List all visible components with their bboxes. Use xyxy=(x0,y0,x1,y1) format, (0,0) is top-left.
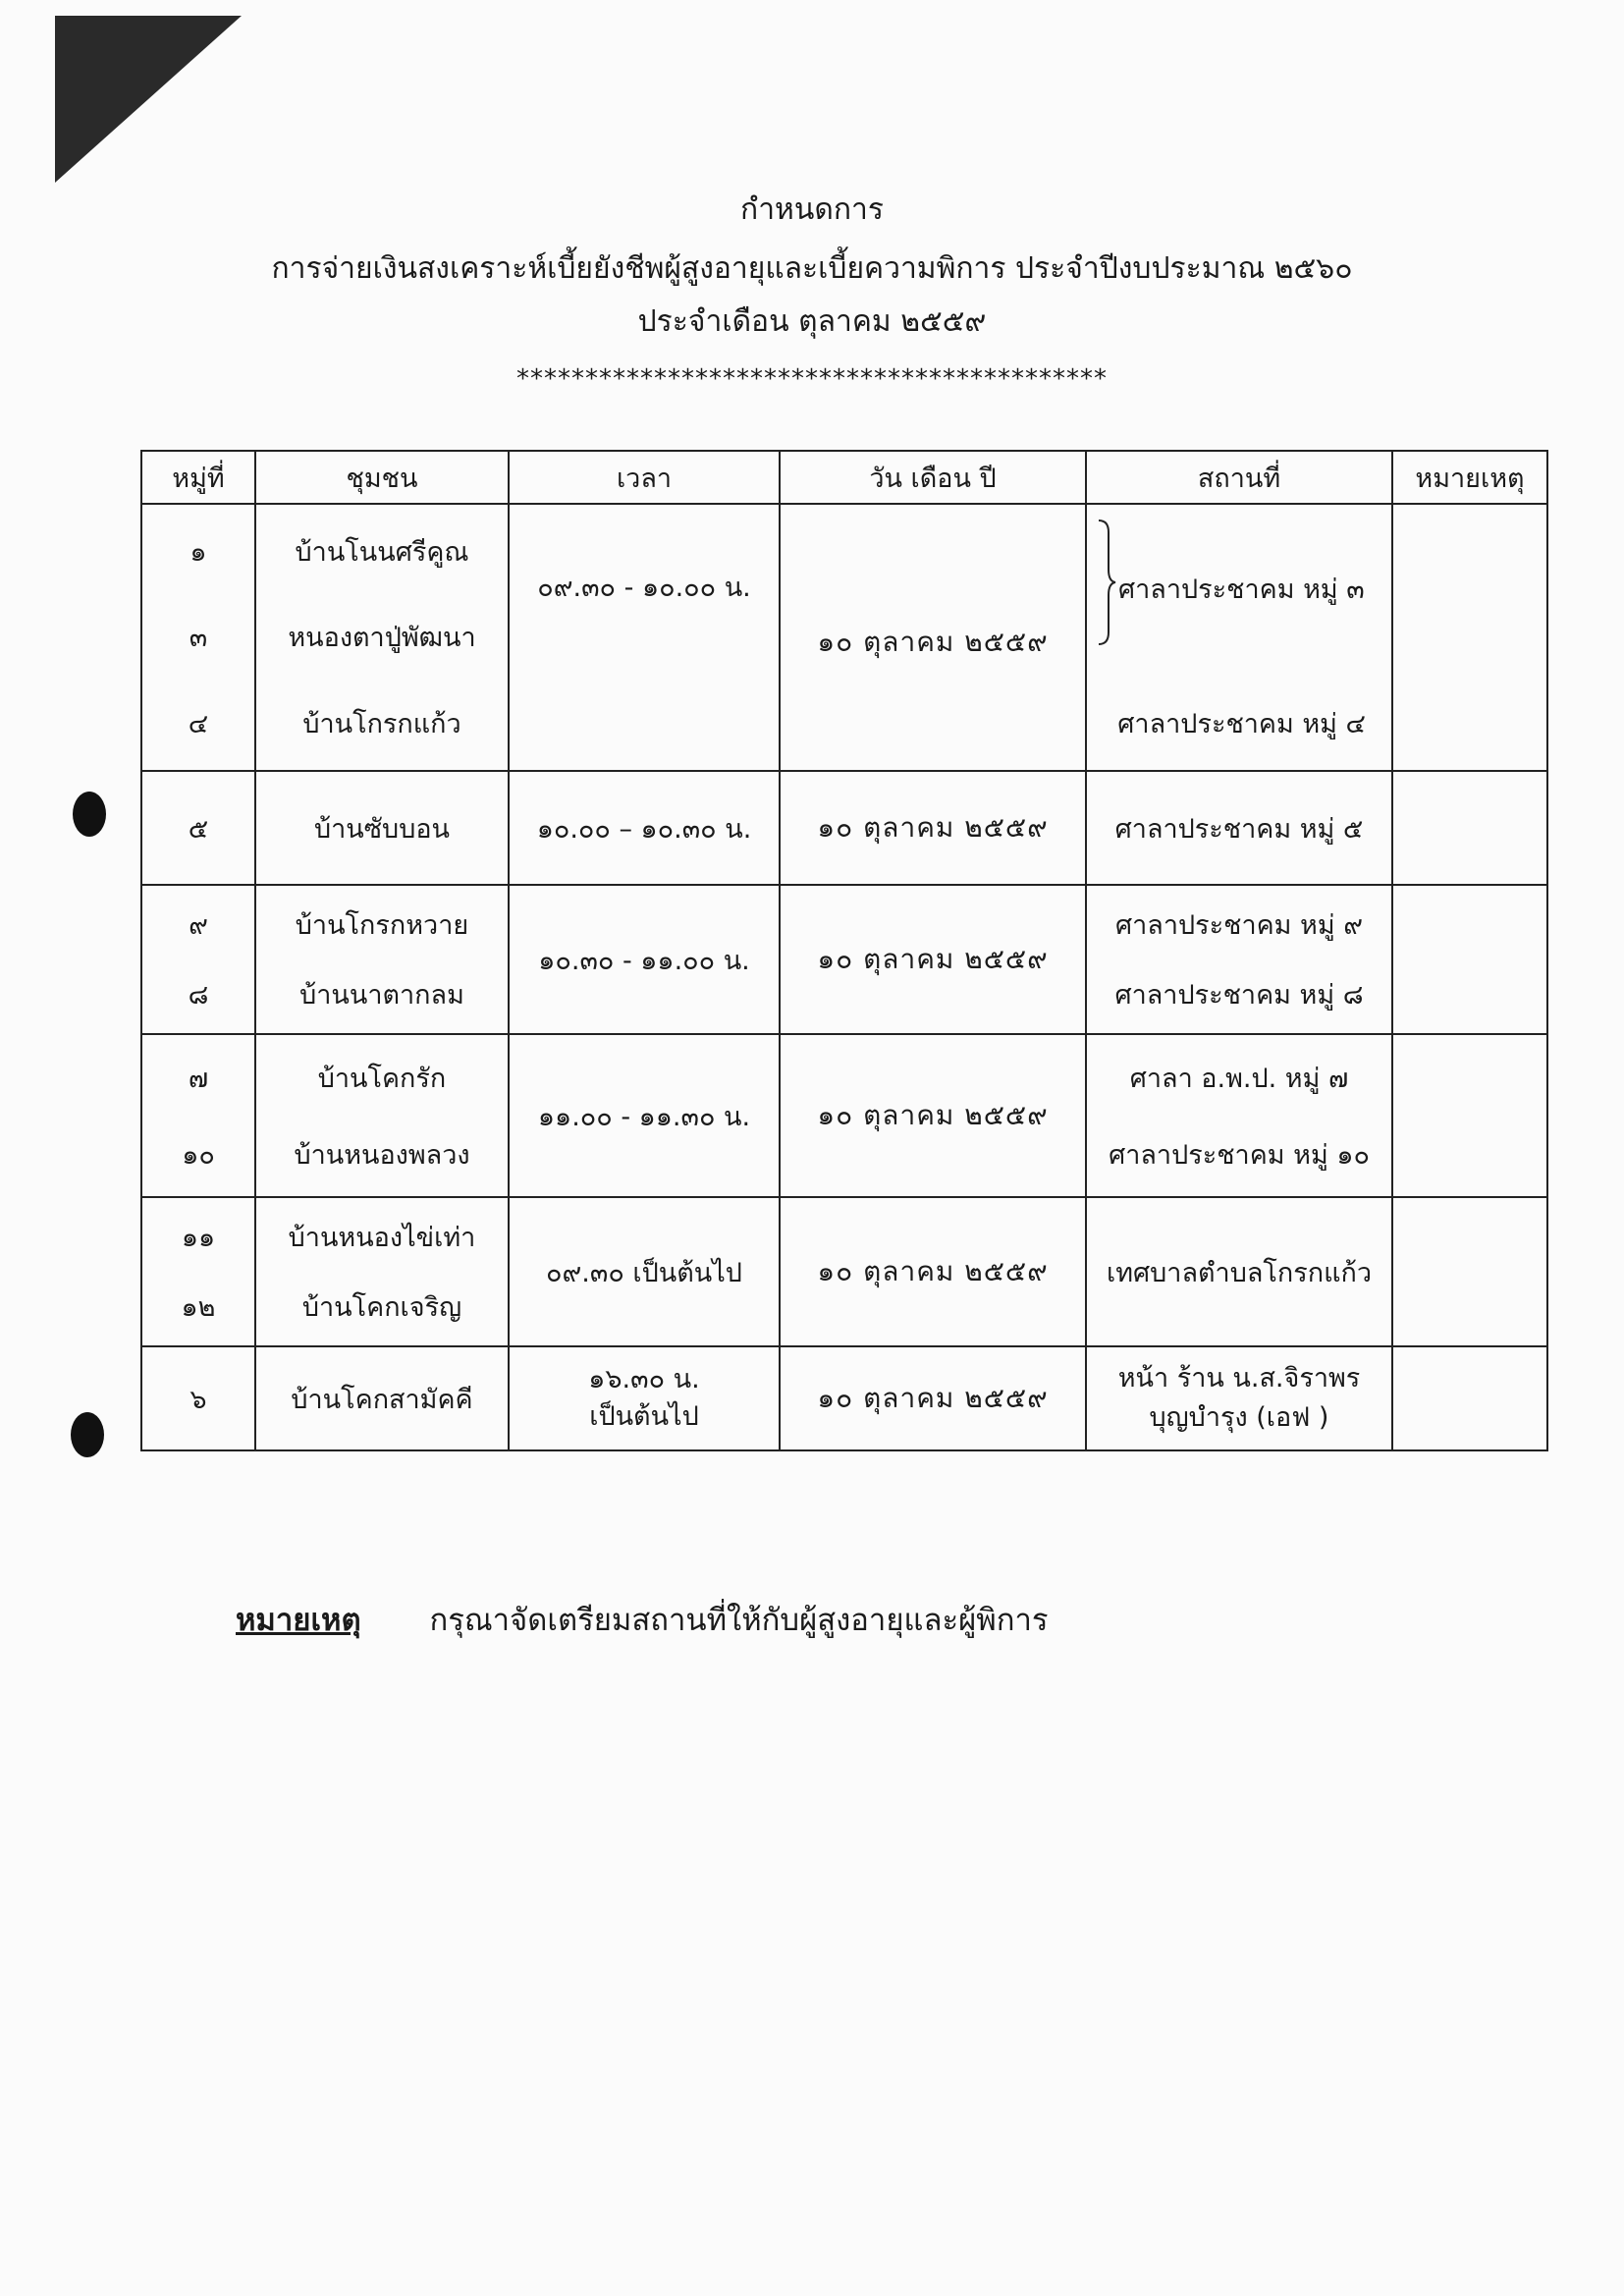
column-header-date: วัน เดือน ปี xyxy=(780,451,1086,504)
time-value: ๐๙.๓๐ - ๑๐.๐๐ น. xyxy=(537,573,751,603)
community-name: บ้านซับบอน xyxy=(313,813,451,845)
remark-cell xyxy=(1392,1197,1547,1346)
column-header-community: ชุมชน xyxy=(255,451,509,504)
place-name: ศาลาประชาคม หมู่ ๙ xyxy=(1114,910,1364,941)
place-name: ศาลาประชาคม หมู่ ๘ xyxy=(1114,980,1364,1011)
place-name: บุญบำรุง (เอฟ ) xyxy=(1149,1402,1329,1433)
right-brace-icon xyxy=(1097,519,1116,646)
column-header-time: เวลา xyxy=(509,451,780,504)
community-name: บ้านโกรกหวาย xyxy=(295,910,469,941)
date-cell xyxy=(780,1034,1086,1197)
community-cell xyxy=(255,885,509,1034)
community-cell xyxy=(255,504,509,771)
document-title: กำหนดการ xyxy=(740,192,884,227)
time-value: เป็นต้นไป xyxy=(589,1401,699,1432)
village-cell xyxy=(141,504,255,771)
community-name: บ้านโคกสามัคคี xyxy=(291,1384,473,1415)
community-cell xyxy=(255,1034,509,1197)
place-cell xyxy=(1086,1197,1392,1346)
village-cell xyxy=(141,1346,255,1450)
village-number: ๓ xyxy=(189,623,208,654)
community-name: บ้านหนองพลวง xyxy=(294,1139,470,1171)
punch-hole xyxy=(73,792,106,837)
remark-note xyxy=(236,1595,1049,1644)
column-header-place: สถานที่ xyxy=(1086,451,1392,504)
date-value: ๑๐ ตุลาคม ๒๕๕๙ xyxy=(817,811,1049,844)
village-number: ๑ xyxy=(189,537,207,569)
punch-hole xyxy=(71,1412,104,1457)
date-value: ๑๐ ตุลาคม ๒๕๕๙ xyxy=(817,1382,1049,1414)
date-value: ๑๐ ตุลาคม ๒๕๕๙ xyxy=(817,626,1049,658)
village-cell xyxy=(141,1034,255,1197)
date-cell xyxy=(780,885,1086,1034)
scan-corner-artifact xyxy=(55,16,242,183)
community-name: บ้านโคกรัก xyxy=(317,1063,447,1094)
village-cell xyxy=(141,885,255,1034)
table-row xyxy=(141,1346,1547,1450)
place-name: หน้า ร้าน น.ส.จิราพร xyxy=(1117,1363,1361,1394)
date-cell xyxy=(780,1197,1086,1346)
time-value: ๐๙.๓๐ เป็นต้นไป xyxy=(546,1257,742,1288)
date-cell xyxy=(780,1346,1086,1450)
header-separator: ******************************************* xyxy=(516,364,1108,394)
community-name: บ้านโกรกแก้ว xyxy=(302,708,461,739)
remark-cell xyxy=(1392,1346,1547,1450)
village-number: ๑๐ xyxy=(182,1139,215,1171)
document-subtitle: การจ่ายเงินสงเคราะห์เบี้ยยังชีพผู้สูงอายุและเบี้ยความพิการ ประจำปีงบประมาณ ๒๕๖๐ xyxy=(271,251,1353,286)
place-cell xyxy=(1086,1346,1392,1450)
table-row xyxy=(141,1034,1547,1197)
community-name: บ้านหนองไข่เท่า xyxy=(288,1223,476,1253)
document-month: ประจำเดือน ตุลาคม ๒๕๕๙ xyxy=(637,304,987,339)
time-value: ๑๖.๓๐ น. xyxy=(588,1364,700,1394)
table-row xyxy=(141,771,1547,885)
payment-schedule-table xyxy=(140,450,1548,1451)
village-cell xyxy=(141,771,255,885)
remark-text: กรุณาจัดเตรียมสถานที่ให้กับผู้สูงอายุและผู้พิการ xyxy=(429,1603,1049,1638)
table-row xyxy=(141,1197,1547,1346)
village-number: ๖ xyxy=(189,1384,207,1415)
village-number: ๘ xyxy=(188,980,209,1011)
remark-cell xyxy=(1392,771,1547,885)
place-cell xyxy=(1086,1034,1392,1197)
date-cell xyxy=(780,771,1086,885)
place-name: ศาลา อ.พ.ป. หมู่ ๗ xyxy=(1129,1063,1349,1094)
column-header-village: หมู่ที่ xyxy=(141,451,255,504)
time-value: ๑๑.๐๐ - ๑๑.๓๐ น. xyxy=(537,1101,751,1132)
time-cell xyxy=(509,771,780,885)
time-cell xyxy=(509,1197,780,1346)
remark-cell xyxy=(1392,885,1547,1034)
remark-cell xyxy=(1392,1034,1547,1197)
table-row xyxy=(141,885,1547,1034)
time-value: ๑๐.๓๐ - ๑๑.๐๐ น. xyxy=(538,945,750,976)
village-cell xyxy=(141,1197,255,1346)
column-header-remark: หมายเหตุ xyxy=(1392,451,1547,504)
place-name: ศาลาประชาคม หมู่ ๕ xyxy=(1114,813,1364,845)
community-cell xyxy=(255,771,509,885)
time-cell xyxy=(509,1346,780,1450)
community-name: บ้านโนนศรีคูณ xyxy=(295,537,469,569)
place-cell xyxy=(1086,885,1392,1034)
place-cell xyxy=(1086,504,1392,771)
time-cell xyxy=(509,885,780,1034)
date-value: ๑๐ ตุลาคม ๒๕๕๙ xyxy=(817,943,1049,975)
community-name: บ้านโคกเจริญ xyxy=(301,1292,462,1323)
remark-cell xyxy=(1392,504,1547,771)
table-header-row xyxy=(141,451,1547,504)
time-cell xyxy=(509,1034,780,1197)
village-number: ๙ xyxy=(189,910,208,941)
remark-label: หมายเหตุ xyxy=(236,1603,361,1638)
place-name: ศาลาประชาคม หมู่ ๑๐ xyxy=(1109,1139,1370,1171)
community-cell xyxy=(255,1197,509,1346)
table-row xyxy=(141,504,1547,771)
place-name: ศาลาประชาคม หมู่ ๔ xyxy=(1117,709,1366,739)
community-name: หนองตาปู่พัฒนา xyxy=(288,623,476,654)
place-cell xyxy=(1086,771,1392,885)
village-number: ๑๑ xyxy=(181,1223,216,1253)
place-name: เทศบาลตำบลโกรกแก้ว xyxy=(1107,1257,1372,1288)
village-number: ๗ xyxy=(188,1063,209,1094)
village-number: ๔ xyxy=(188,708,209,739)
community-cell xyxy=(255,1346,509,1450)
date-value: ๑๐ ตุลาคม ๒๕๕๙ xyxy=(817,1099,1049,1131)
time-value: ๑๐.๐๐ – ๑๐.๓๐ น. xyxy=(536,813,752,845)
date-value: ๑๐ ตุลาคม ๒๕๕๙ xyxy=(817,1255,1049,1287)
date-cell xyxy=(780,504,1086,771)
time-cell xyxy=(509,504,780,771)
village-number: ๑๒ xyxy=(181,1292,216,1323)
village-number: ๕ xyxy=(188,813,209,845)
community-name: บ้านนาตากลม xyxy=(299,980,464,1011)
place-name: ศาลาประชาคม หมู่ ๓ xyxy=(1118,574,1365,605)
